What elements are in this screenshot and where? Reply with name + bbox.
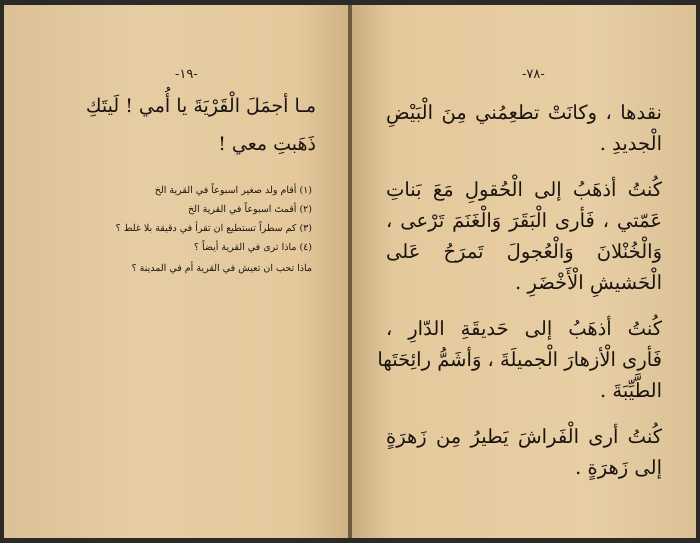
page-number: -١٩- [175,67,198,82]
text-line: وَالْخُنْلانَ وَالْعُجولَ تَمرَحُ عَلى [386,240,662,263]
text-line: كُنتُ أذهَبُ إلى الْحُقولِ مَعَ بَناتِ [386,178,662,201]
page-number: -٧٨- [522,67,545,82]
text-line: الْجديدِ . [599,132,662,155]
heading-line: ذَهَبتِ معي ! [218,133,316,155]
text-line: عَمّتي ، فَأرى الْبَقَرَ وَالْغَنَمَ تَرْعى ، [386,209,662,232]
page-heading [54,87,316,163]
text-line: كُنتُ أذهَبُ إلى حَديقَةِ الدّارِ ، [386,317,662,340]
text-line: كُنتُ أرى الْفَراشَ يَطيرُ مِن زَهرَةٍ [386,425,662,448]
exercise-questions [94,181,312,257]
right-page [352,5,696,538]
text-line: نقدها ، وكانَتْ تطعِمُني مِنَ الْبَيْضِ [386,101,662,124]
text-line: إلى زَهرَةٍ . [575,456,662,479]
book-spread [4,5,696,538]
text-line: فَأرى الْأزهارَ الْجميلَةَ ، وَأشَمُّ رائِحَتَها [377,348,662,371]
left-page [4,5,348,538]
text-line: الطَّيِّبَةَ . [600,379,662,402]
question-item: (٣) كم سطراً تستطيع ان تقرأ في دقيقة بلا غلط ؟ [115,223,312,234]
question-item: (٢) أقمتَ اسبوعاً في القرية الخ [187,204,312,215]
heading-line: مـا أجمَلَ الْقَرْيَةَ يا أُمي ! لَيتَكِ [85,95,316,117]
question-item: (١) أقام ولد صغير اسبوعاً في القرية الخ [154,185,312,196]
text-line: الْحَشيشِ الْأَخْضَرِ . [515,271,662,294]
question-item: (٤) ماذا ترى في القرية أيضاً ؟ [193,242,312,253]
body-text [377,97,662,483]
final-question: ماذا تحب ان تعيش في القرية أم في المدينة ؟ [131,263,312,274]
